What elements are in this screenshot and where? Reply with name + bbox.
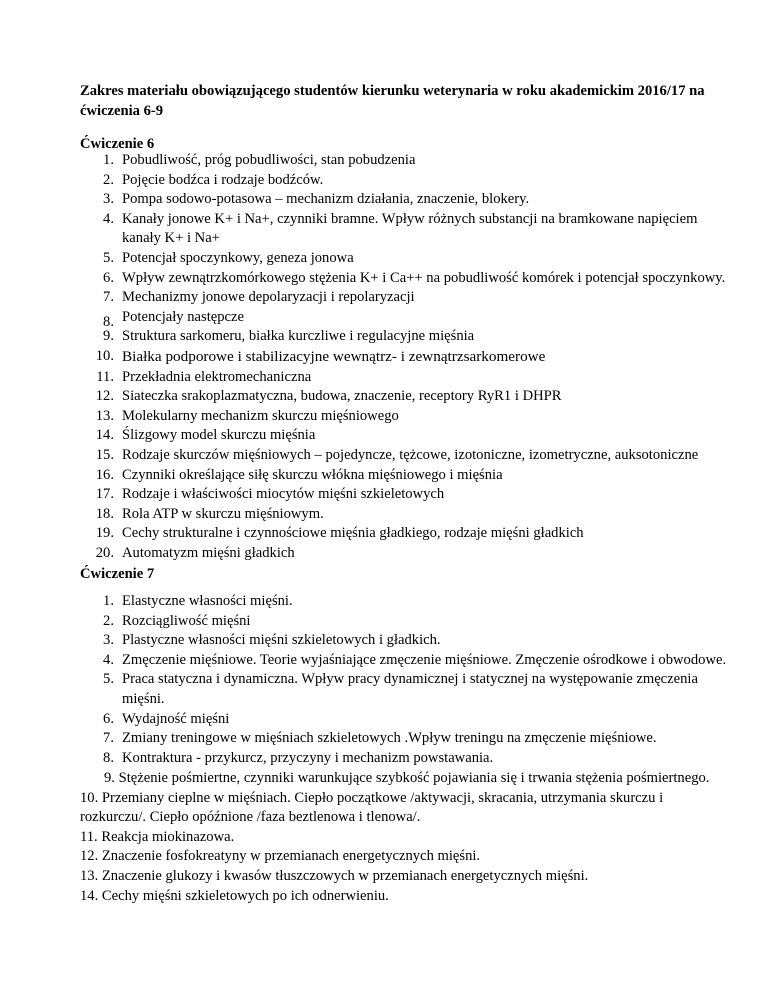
list-item-number: 1. — [103, 593, 114, 609]
list-item-text: Molekularny mechanizm skurczu mięśniowego — [122, 407, 399, 424]
list-item-number: 17. — [95, 486, 114, 503]
list-item-text: Praca statyczna i dynamiczna. Wpływ pracy dynamicznej i statycznej na występowanie zmęczenia mięśni. — [122, 671, 698, 707]
list-item — [0, 505, 768, 525]
list-item — [0, 749, 768, 769]
list-item-number: 15. — [95, 446, 114, 463]
list-item: 13. Znaczenie glukozy i kwasów tłuszczowych w przemianach energetycznych mięśni. — [80, 867, 589, 884]
list-item-text: Zmiany treningowe w mięśniach szkieletowych .Wpływ treningu na zmęczenie mięśniowe. — [122, 730, 657, 747]
list-item-text: Automatyzm mięśni gładkich — [122, 544, 295, 561]
list-item-text: Potencjał spoczynkowy, geneza jonowa — [122, 249, 354, 266]
list-item — [0, 524, 768, 544]
list-item — [0, 426, 768, 446]
list-item-text: Zmęczenie mięśniowe. Teorie wyjaśniające zmęczenie mięśniowe. Zmęczenie ośrodkowe i obwodowe. — [122, 651, 727, 668]
section-6-list — [0, 151, 768, 563]
list-item-number: 12. — [95, 388, 114, 405]
list-item-number: 13. — [95, 407, 114, 424]
list-item-text: Cechy strukturalne i czynnościowe mięśnia gładkiego, rodzaje mięśni gładkich — [122, 525, 584, 542]
list-item-number: 6. — [103, 710, 114, 727]
list-item-number: 5. — [103, 249, 114, 266]
list-item-number: 7. — [103, 289, 114, 306]
list-item — [0, 729, 768, 749]
list-item-number: 4. — [103, 651, 114, 668]
list-item — [0, 171, 768, 191]
list-item — [0, 710, 768, 730]
document-title: Zakres materiału obowiązującego studentów kierunku weterynaria w roku akademickim 2016/17 na ćwiczenia 6-9 — [80, 83, 705, 119]
list-item-number: 1. — [103, 152, 114, 168]
list-item-text: Białka podporowe i stabilizacyjne wewnątrz- i zewnątrzsarkomerowe — [122, 347, 546, 365]
list-item-number: 9. — [103, 328, 114, 345]
list-item-text: Mechanizmy jonowe depolaryzacji i repolaryzacji — [122, 289, 415, 306]
list-item — [0, 387, 768, 407]
list-item-number: 4. — [103, 210, 114, 227]
list-item-number: 19. — [95, 525, 114, 542]
list-item — [0, 485, 768, 505]
list-item — [0, 466, 768, 486]
list-item — [0, 592, 768, 612]
list-item-text: Czynniki określające siłę skurczu włókna mięśniowego i mięśnia — [122, 466, 503, 483]
list-item-number: 3. — [103, 632, 114, 649]
list-item-number: 8. — [103, 749, 114, 766]
list-item-text: Plastyczne własności mięśni szkieletowych i gładkich. — [122, 632, 441, 649]
list-item — [0, 210, 768, 249]
list-item-text: Struktura sarkomeru, białka kurczliwe i regulacyjne mięśnia — [122, 328, 475, 345]
list-item: 9. Stężenie pośmiertne, czynniki warunkujące szybkość pojawiania się i trwania stężenia pośmiertnego. — [104, 770, 710, 786]
list-item-text: Pojęcie bodźca i rodzaje bodźców. — [122, 171, 324, 188]
list-item — [0, 368, 768, 388]
list-item-text: Wydajność mięśni — [122, 710, 230, 727]
list-item-text: Ślizgowy model skurczu mięśnia — [122, 427, 316, 444]
list-item-number: 16. — [95, 466, 114, 483]
list-item-number: 2. — [103, 612, 114, 629]
list-item-number: 10. — [95, 347, 114, 364]
list-item — [0, 249, 768, 269]
list-item-text: Przekładnia elektromechaniczna — [122, 368, 312, 385]
list-item-number: 14. — [95, 427, 114, 444]
list-item — [0, 446, 768, 466]
section-7-continued-list — [80, 769, 730, 906]
list-item-text: Siateczka srakoplazmatyczna, budowa, znaczenie, receptory RyR1 i DHPR — [122, 388, 562, 405]
list-item — [0, 631, 768, 651]
list-item-text: Kontraktura - przykurcz, przyczyny i mechanizm powstawania. — [122, 749, 494, 766]
list-item-number: 7. — [103, 730, 114, 747]
list-item-number: 11. — [96, 368, 114, 385]
list-item-number: 18. — [95, 505, 114, 522]
list-item — [0, 651, 768, 671]
list-item — [0, 347, 768, 368]
list-item: 12. Znaczenie fosfokreatyny w przemianach energetycznych mięśni. — [80, 848, 481, 865]
list-item-text: Rodzaje skurczów mięśniowych – pojedyncze, tężcowe, izotoniczne, izometryczne, auksotoniczne — [122, 446, 699, 463]
list-item-text: Pompa sodowo-potasowa – mechanizm działania, znaczenie, blokery. — [122, 191, 530, 208]
list-item-number: 5. — [103, 671, 114, 688]
list-item — [0, 544, 768, 564]
list-item — [0, 308, 768, 328]
list-item-text: Wpływ zewnątrzkomórkowego stężenia K+ i Ca++ na pobudliwość komórek i potencjał spoczynkowy. — [122, 269, 726, 286]
list-item: 10. Przemiany cieplne w mięśniach. Ciepło początkowe /aktywacji, skracania, utrzymania skurczu i rozkurczu/. Ciepło opóźnione /faza beztlenowa i tlenowa/. — [80, 789, 664, 826]
list-item — [0, 151, 768, 171]
list-item-number: 6. — [103, 269, 114, 286]
list-item-number: 20. — [95, 544, 114, 561]
section-7-list — [0, 592, 768, 768]
list-item-text: Rodzaje i właściwości miocytów mięśni szkieletowych — [122, 486, 445, 503]
list-item-text: Elastyczne własności mięśni. — [122, 593, 293, 609]
list-item: 11. Reakcja miokinazowa. — [80, 828, 235, 845]
list-item — [0, 670, 768, 709]
list-item — [0, 190, 768, 210]
list-item — [0, 327, 768, 347]
section-6-heading: Ćwiczenie 6 — [80, 136, 155, 152]
list-item — [0, 407, 768, 427]
list-item: 14. Cechy mięśni szkieletowych po ich odnerwieniu. — [80, 887, 389, 904]
list-item-text: Pobudliwość, próg pobudliwości, stan pobudzenia — [122, 152, 416, 168]
list-item-number: 8. — [103, 313, 114, 330]
list-item-number: 2. — [103, 171, 114, 188]
list-item-text: Kanały jonowe K+ i Na+, czynniki bramne. Wpływ różnych substancji na bramkowane napięciem kanały K+ i Na+ — [122, 210, 698, 247]
list-item-text: Rozciągliwość mięśni — [122, 612, 251, 629]
list-item-text: Rola ATP w skurczu mięśniowym. — [122, 505, 324, 522]
list-item — [0, 269, 768, 289]
list-item-number: 3. — [103, 191, 114, 208]
list-item — [0, 612, 768, 632]
list-item — [0, 288, 768, 308]
section-7-heading: Ćwiczenie 7 — [80, 566, 155, 582]
list-item-text: Potencjały następcze — [122, 308, 244, 325]
